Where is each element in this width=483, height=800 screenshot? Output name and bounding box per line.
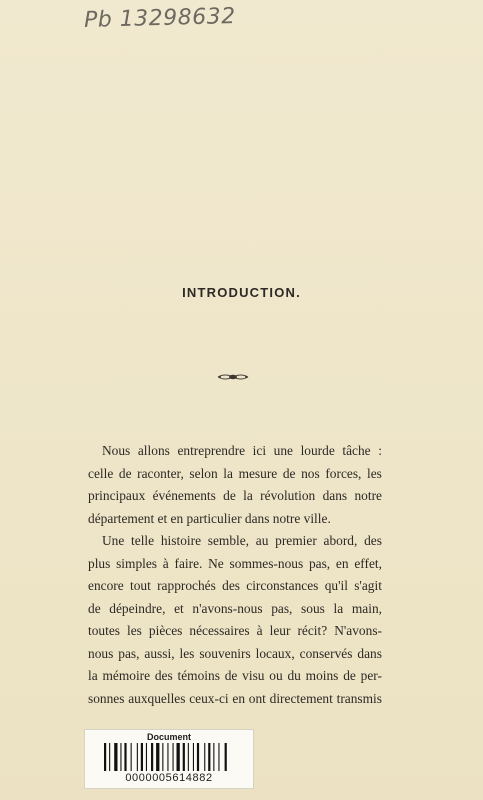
- text-line: Nous allons entreprendre ici une lourde tâche :: [102, 443, 382, 458]
- text-line: toutes les pièces nécessaires à leur récit? N'avons-: [88, 623, 382, 638]
- handwritten-shelfmark: Pb 13298632: [83, 4, 237, 33]
- text-line: département et en particulier dans notre ville.: [88, 510, 331, 526]
- fleuron-ornament-icon: [216, 370, 250, 384]
- text-line: celle de raconter, selon la mesure de nos forces, les: [88, 465, 382, 481]
- barcode-number: 0000005614882: [125, 772, 213, 784]
- barcode-icon: [104, 743, 236, 771]
- text-line: sonnes auxquelles ceux-ci en ont directement transmis: [88, 690, 382, 706]
- text-line: plus simples à faire. Ne sommes-nous pas, en effet,: [88, 555, 382, 571]
- body-text: [88, 440, 382, 710]
- barcode-sticker: [84, 729, 254, 789]
- text-line: principaux événements de la révolution dans notre: [88, 488, 382, 503]
- text-line: la mémoire des témoins de visu ou du moins de per-: [88, 668, 382, 683]
- text-line: de dépeindre, et n'avons-nous pas, sous la main,: [88, 600, 382, 616]
- text-line: encore tout rapprochés des circonstances qu'il s'agit: [88, 578, 382, 593]
- text-line: Une telle histoire semble, au premier abord, des: [102, 533, 382, 548]
- chapter-heading: INTRODUCTION.: [182, 285, 301, 300]
- barcode-title: Document: [146, 732, 191, 742]
- text-line: nous pas, aussi, les souvenirs locaux, conservés dans: [88, 645, 382, 661]
